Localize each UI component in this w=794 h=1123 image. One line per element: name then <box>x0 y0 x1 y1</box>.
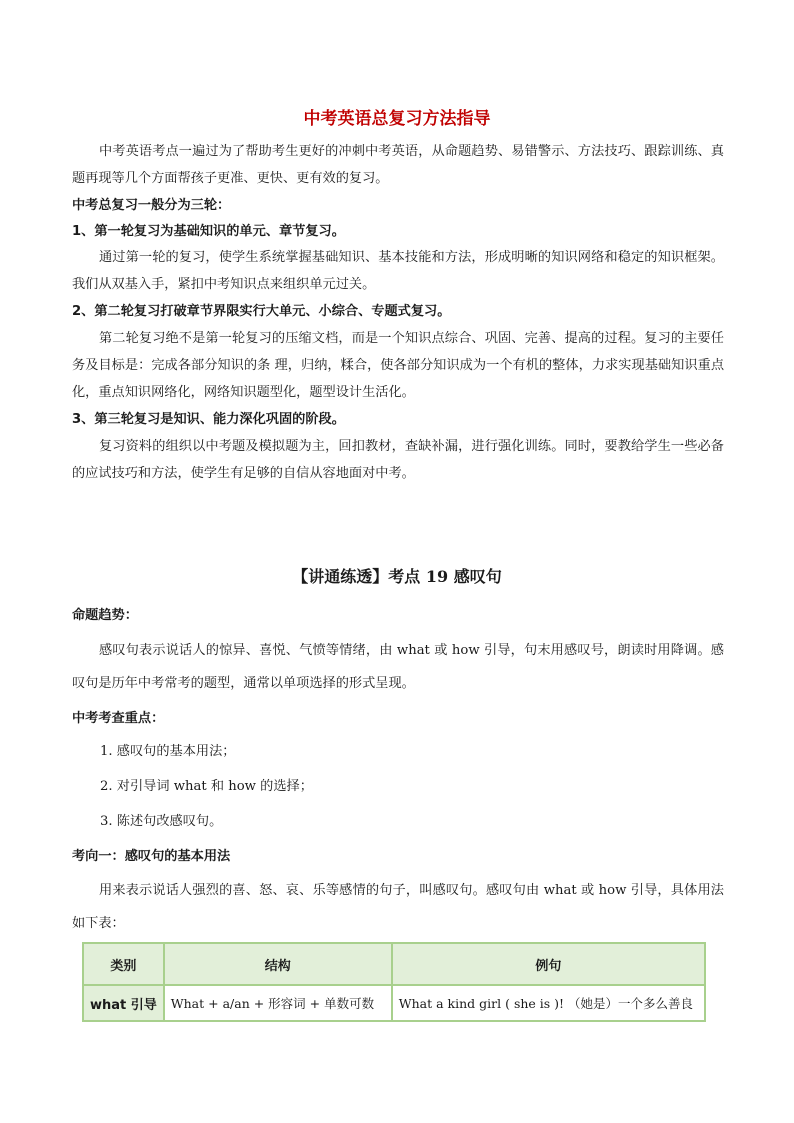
round2-heading: 2、第二轮复习打破章节界限实行大单元、小综合、专题式复习。 <box>72 304 451 319</box>
trend-text: 感叹句表示说话人的惊异、喜悦、气愤等情绪，由 what 或 how 引导，句末用感叹号，朗读时用降调。感叹句是历年中考常考的题型，通常以单项选择的形式呈现。 <box>72 643 724 691</box>
table-cell: What + a/an + 形容词 + 单数可数 <box>164 985 392 1021</box>
key-points-heading: 中考考查重点： <box>72 711 165 726</box>
table-header-cell: 例句 <box>392 943 705 985</box>
section-title: 【讲通练透】考点 19 感叹句 <box>292 567 502 586</box>
round1-text: 通过第一轮的复习，使学生系统掌握基础知识、基本技能和方法，形成明晰的知识网络和稳定的知识框架。我们从双基入手，紧扣中考知识点来组织单元过关。 <box>72 250 724 292</box>
table-row <box>83 985 705 1021</box>
table-header-cell: 类别 <box>83 943 164 985</box>
grammar-table <box>82 942 706 1022</box>
round1-heading: 1、第一轮复习为基础知识的单元、章节复习。 <box>72 224 345 239</box>
table-header-cell: 结构 <box>164 943 392 985</box>
doc-title: 中考英语总复习方法指导 <box>303 109 491 129</box>
table-cell: what 引导 <box>83 985 164 1021</box>
key-point-item: 1. 感叹句的基本用法； <box>100 744 236 759</box>
trend-heading: 命题趋势： <box>72 608 138 623</box>
direction-text: 用来表示说话人强烈的喜、怒、哀、乐等感情的句子，叫感叹句。感叹句由 what 或 how 引导，具体用法如下表： <box>72 883 724 931</box>
round3-text: 复习资料的组织以中考题及模拟题为主，回扣教材，查缺补漏，进行强化训练。同时，要教给学生一些必备的应试技巧和方法，使学生有足够的自信从容地面对中考。 <box>72 439 724 481</box>
round3-heading: 3、第三轮复习是知识、能力深化巩固的阶段。 <box>72 412 345 427</box>
rounds-heading: 中考总复习一般分为三轮： <box>72 198 231 213</box>
direction-heading: 考向一：感叹句的基本用法 <box>72 849 231 864</box>
table-cell: What a kind girl ( she is )! （她是）一个多么善良 <box>392 985 705 1021</box>
intro-paragraph: 中考英语考点一遍过为了帮助考生更好的冲刺中考英语，从命题趋势、易错警示、方法技巧、跟踪训练、真题再现等几个方面帮孩子更准、更快、更有效的复习。 <box>72 144 724 186</box>
key-point-item: 2. 对引导词 what 和 how 的选择； <box>100 779 313 794</box>
round2-text: 第二轮复习绝不是第一轮复习的压缩文档，而是一个知识点综合、巩固、完善、提高的过程。复习的主要任务及目标是：完成各部分知识的条 理，归纳，糅合，使各部分知识成为一个有机的整体，力求实现基础知识重点化，重点知识网络化，网络知识题型化，题型设计生活化。 <box>72 331 724 400</box>
table-header-row <box>83 943 705 985</box>
key-point-item: 3. 陈述句改感叹句。 <box>100 814 223 829</box>
